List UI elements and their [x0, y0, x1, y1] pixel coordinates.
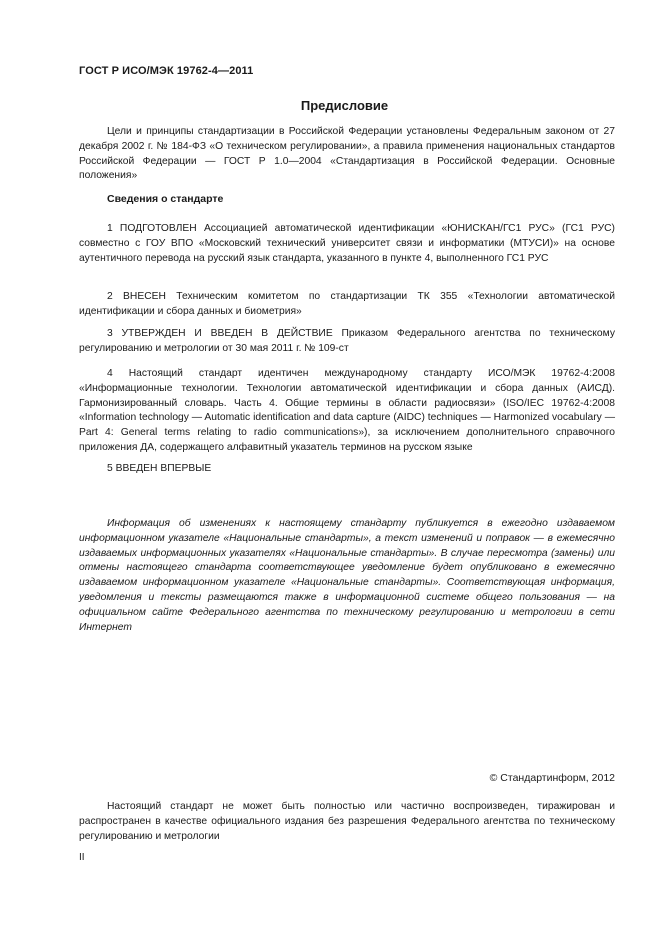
- changes-notice-text: Информация об изменениях к настоящему стандарту публикуется в ежегодно издаваемом информационном указателе «Национальные стандарты», а текст изменений и поправок — в ежемесячно издаваемых информационных указателях «Национальные стандарты». В случае пересмотра (замены) или отмены настоящего стандарта соответствующее уведомление будет опубликовано в ежемесячно издаваемом информационном указателе «Национальные стандарты». Соответствующая информация, уведомления и тексты размещаются также в информационной системе общего пользования — на официальном сайте Федерального агентства по техническому регулированию и метрологии в сети Интернет: [79, 518, 615, 633]
- info-item-text: 4 Настоящий стандарт идентичен международному стандарту ИСО/МЭК 19762-4:2008 «Информационные технологии. Технологии автоматической идентификации и сбора данных (АИСД). Гармонизированный словарь. Часть 4. Общие термины в области радиосвязи» (ISO/IEC 19762-4:2008 «Information technology — Automatic identification and data capture (AIDC) techniques — Harmonized vocabulary — Part 4: General terms relating to radio communications»), за исключением дополнительного справочного приложения ДА, содержащего алфавитный указатель терминов на русском языке: [79, 368, 615, 453]
- standard-code-header: ГОСТ Р ИСО/МЭК 19762-4—2011: [79, 65, 254, 77]
- info-item-3: [79, 327, 615, 357]
- info-item-2: [79, 290, 615, 320]
- reproduction-notice: [79, 800, 615, 844]
- preface-intro: [79, 125, 615, 184]
- info-item-text: 1 ПОДГОТОВЛЕН Ассоциацией автоматической идентификации «ЮНИСКАН/ГС1 РУС» (ГС1 РУС) совместно с ГОУ ВПО «Московский технический университет связи и информатики (МТУСИ)» на основе аутентичного перевода на русский язык стандарта, указанного в пункте 4, выполненного ГС1 РУС: [79, 223, 615, 264]
- info-item-text: 2 ВНЕСЕН Техническим комитетом по стандартизации ТК 355 «Технологии автоматической идентификации и сбора данных и биометрия»: [79, 291, 615, 317]
- preface-title: Предисловие: [300, 98, 389, 113]
- copyright-line: © Стандартинформ, 2012: [489, 772, 615, 784]
- reproduction-notice-text: Настоящий стандарт не может быть полностью или частично воспроизведен, тиражирован и распространен в качестве официального издания без разрешения Федерального агентства по техническому регулированию и метрологии: [79, 801, 615, 842]
- info-item-5: [79, 462, 615, 477]
- page-number: II: [79, 852, 85, 863]
- info-item-text: 5 ВВЕДЕН ВПЕРВЫЕ: [107, 463, 212, 474]
- info-item-4: [79, 367, 615, 456]
- info-item-1: [79, 222, 615, 266]
- changes-notice: [79, 517, 615, 635]
- info-heading: Сведения о стандарте: [107, 193, 224, 205]
- info-item-text: 3 УТВЕРЖДЕН И ВВЕДЕН В ДЕЙСТВИЕ Приказом Федерального агентства по техническому регулированию и метрологии от 30 мая 2011 г. № 109-ст: [79, 328, 615, 354]
- preface-intro-text: Цели и принципы стандартизации в Российской Федерации установлены Федеральным законом от 27 декабря 2002 г. № 184-ФЗ «О техническом регулировании», а правила применения национальных стандартов Российской Федерации — ГОСТ Р 1.0—2004 «Стандартизация в Российской Федерации. Основные положения»: [79, 126, 615, 182]
